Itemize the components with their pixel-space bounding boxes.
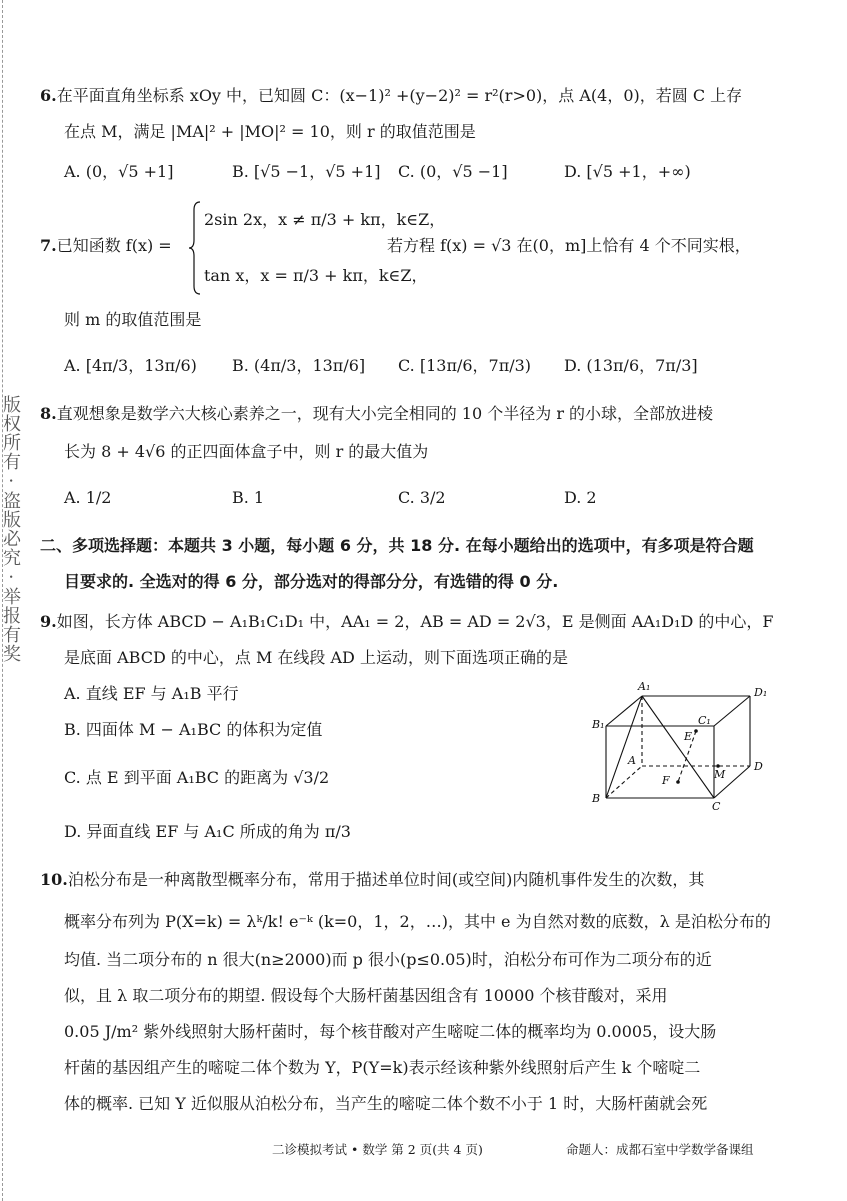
q10-number: 10. [40, 870, 68, 889]
q10-line3: 均值. 当二项分布的 n 很大(n≥2000)而 p 很小(p≤0.05)时，泊松分布可作为二项分布的近 [64, 950, 712, 969]
q8-stem-line1 [40, 404, 713, 424]
q9-option-c: C. 点 E 到平面 A₁BC 的距离为 √3/2 [64, 768, 330, 787]
q7-lead-line [40, 236, 172, 256]
q6-option-c: C. (0，√5 −1] [398, 162, 508, 181]
figure-labels [591, 680, 767, 813]
q9-option-b: B. 四面体 M − A₁BC 的体积为定值 [64, 720, 323, 739]
figure-label-3: C₁ [698, 714, 711, 727]
footer-author: 命题人：成都石室中学数学备课组 [566, 1142, 754, 1157]
figure-label-10: C [712, 800, 721, 813]
q10-line5: 0.05 J/m² 紫外线照射大肠杆菌时，每个核苷酸对产生嘧啶二体的概率均为 0.0005，设大肠 [64, 1022, 717, 1041]
point-e [694, 729, 698, 733]
q9-option-a: A. 直线 EF 与 A₁B 平行 [64, 684, 239, 703]
footer-page-info: 二诊模拟考试 • 数学 第 2 页(共 4 页) [272, 1142, 483, 1157]
q6-option-d: D. [√5 +1，+∞) [564, 162, 691, 181]
q7-case1: 2sin 2x，x ≠ π/3 + kπ，k∈Z， [204, 210, 446, 229]
q7-option-b: B. (4π/3，13π/6] [232, 356, 366, 375]
q6-number: 6. [40, 86, 57, 105]
q7-option-a: A. [4π/3，13π/6) [64, 356, 197, 375]
q7-line2: 则 m 的取值范围是 [64, 310, 202, 329]
q7-lead: 已知函数 f(x) = [56, 236, 172, 255]
figure-label-6: D [754, 760, 763, 773]
q10-stem-line1 [40, 870, 704, 890]
q9-stem-line1 [40, 612, 774, 632]
figure-label-4: E [684, 730, 693, 743]
q8-number: 8. [40, 404, 57, 423]
edge-c1-d1 [714, 696, 750, 726]
q7-option-c: C. [13π/6，7π/3) [398, 356, 532, 375]
q10-line2: 概率分布列为 P(X=k) = λᵏ/k! e⁻ᵏ (k=0，1，2，…)，其中 e 为自然对数的底数，λ 是泊松分布的 [64, 912, 771, 931]
q7-case2: tan x，x = π/3 + kπ，k∈Z， [204, 266, 428, 285]
q9-option-d: D. 异面直线 EF 与 A₁C 所成的角为 π/3 [64, 822, 351, 841]
q6-option-b: B. [√5 −1，√5 +1] [232, 162, 381, 181]
q10-line4: 似，且 λ 取二项分布的期望. 假设每个大肠杆菌基因组含有 10000 个核苷酸对，采用 [64, 986, 668, 1005]
q6-stem-line1 [40, 86, 742, 106]
q10-line1: 泊松分布是一种离散型概率分布，常用于描述单位时间(或空间)内随机事件发生的次数，其 [67, 870, 705, 889]
q10-line6: 杆菌的基因组产生的嘧啶二体个数为 Y，P(Y=k)表示经该种紫外线照射后产生 k 个嘧啶二 [64, 1058, 701, 1077]
figure-label-8: M [714, 768, 726, 781]
figure-label-9: B [592, 792, 601, 805]
q8-line2: 长为 8 + 4√6 的正四面体盒子中，则 r 的最大值为 [64, 442, 429, 461]
q7-number: 7. [40, 236, 57, 255]
q9-cuboid-figure [580, 676, 780, 816]
q7-piecewise-brace [188, 200, 202, 296]
q8-option-b: B. 1 [232, 488, 265, 507]
q8-option-c: C. 3/2 [398, 488, 446, 507]
q9-line1: 如图，长方体 ABCD − A₁B₁C₁D₁ 中，AA₁ = 2，AB = AD = 2√3，E 是侧面 AA₁D₁D 的中心，F [56, 612, 774, 631]
q6-line1: 在平面直角坐标系 xOy 中，已知圆 C：(x−1)² +(y−2)² = r²(r>0)，点 A(4，0)，若圆 C 上存 [56, 86, 743, 105]
q9-number: 9. [40, 612, 57, 631]
q10-line7: 体的概率. 已知 Y 近似服从泊松分布，当产生的嘧啶二体个数不小于 1 时，大肠杆菌就会死 [64, 1094, 708, 1113]
q9-line2: 是底面 ABCD 的中心，点 M 在线段 AD 上运动，则下面选项正确的是 [64, 648, 568, 667]
q7-tail: 若方程 f(x) = √3 在(0，m]上恰有 4 个不同实根， [387, 236, 751, 255]
figure-label-1: D₁ [754, 686, 768, 699]
figure-label-7: F [662, 774, 670, 787]
q8-line1: 直观想象是数学六大核心素养之一，现有大小完全相同的 10 个半径为 r 的小球，全部放进棱 [56, 404, 714, 423]
side-watermark: 版权所有 · 盗版必究 · 举报有奖 [0, 395, 21, 664]
section2-heading-line2: 目要求的. 全选对的得 6 分，部分选对的得部分分，有选错的得 0 分. [64, 572, 559, 591]
figure-label-5: A [628, 754, 636, 767]
figure-label-0: A₁ [638, 680, 651, 693]
q8-option-d: D. 2 [564, 488, 597, 507]
q6-option-a: A. (0，√5 +1] [64, 162, 174, 181]
section2-heading-line1: 二、多项选择题：本题共 3 小题，每小题 6 分，共 18 分. 在每小题给出的选项中，有多项是符合题 [40, 536, 754, 555]
q6-line2: 在点 M，满足 |MA|² + |MO|² = 10，则 r 的取值范围是 [64, 122, 476, 141]
point-f [676, 780, 680, 784]
q7-option-d: D. (13π/6，7π/3] [564, 356, 698, 375]
figure-label-2: B₁ [592, 718, 605, 731]
q8-option-a: A. 1/2 [64, 488, 112, 507]
